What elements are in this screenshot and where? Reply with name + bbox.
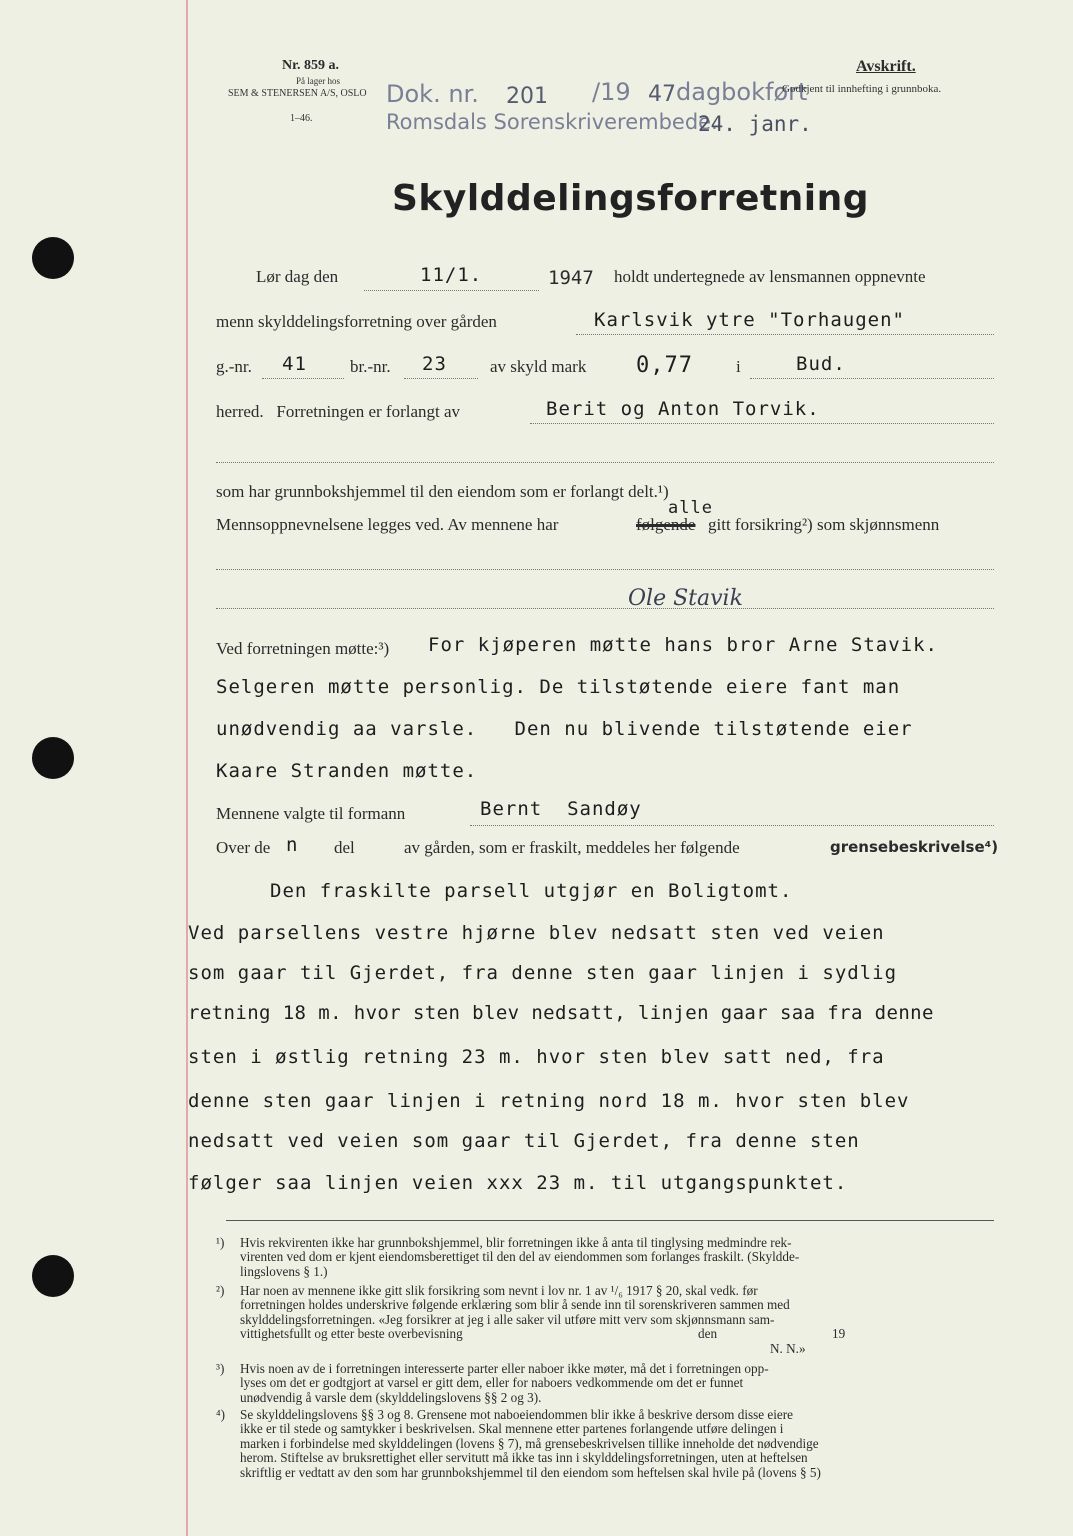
doc-number: 201 (506, 84, 548, 109)
typed-line: Selgeren møtte personlig. De tilstøtende eiere fant man (216, 676, 901, 698)
inserted-alle: alle (668, 498, 713, 518)
dotted-line (470, 825, 994, 826)
form-year: 1947 (548, 267, 594, 289)
hjemmel-line: som har grunnbokshjemmel til den eiendom som er forlangt delt.¹) (216, 482, 669, 501)
avskrift-label: Avskrift. (856, 58, 916, 75)
stamp-court: Romsdals Sorenskriverembede. (386, 110, 718, 134)
dotted-line (216, 608, 994, 609)
description-line: Den fraskilte parsell utgjør en Boligtomt. (270, 880, 793, 902)
gnr-label: g.-nr. (216, 357, 252, 376)
i-label: i (736, 357, 741, 376)
over-suffix: n (286, 834, 299, 856)
form-line1-end: holdt undertegnede av lensmannen oppnevnte (614, 267, 926, 286)
dotted-line (262, 378, 344, 379)
form-line2-label: menn skylddelingsforretning over gården (216, 312, 497, 331)
typed-line: unødvendig aa varsle. Den nu blivende tilstøtende eier (216, 718, 913, 740)
description-line: Ved parsellens vestre hjørne blev nedsatt sten ved veien (188, 922, 885, 944)
form-date: 11/1. (420, 264, 483, 286)
grense-word: grensebeskrivelse (830, 838, 985, 856)
year-suffix: 47 (648, 82, 676, 107)
stamp-year: /19 (592, 78, 631, 106)
forsikring-line: gitt forsikring²) som skjønnsmenn (708, 515, 940, 534)
mennsoppnevnelse-line: Mennsoppnevnelsene legges ved. Av mennene har (216, 515, 559, 534)
footnote-line: skriftlig er vedtatt av den som har grunnbokshjemmel til den eiendom som heftelsen skal hvile på (lovens § 5) (240, 1464, 821, 1480)
description-line: nedsatt ved veien som gaar til Gjerdet, fra denne sten (188, 1130, 860, 1152)
stamp-date: 24. janr. (698, 112, 812, 136)
footnote-rule (226, 1220, 994, 1221)
bnr-value: 23 (422, 353, 447, 375)
description-line: som gaar til Gjerdet, fra denne sten gaar linjen i sydlig (188, 962, 898, 984)
footnote-4 (240, 1408, 821, 1480)
gnr-value: 41 (282, 353, 307, 375)
struck-word: følgende (636, 515, 696, 534)
formann-name: Bernt Sandøy (480, 798, 642, 820)
attended-text: For kjøperen møtte hans bror Arne Stavik. (428, 634, 938, 656)
footnote-line: marken i forbindelse med skylddelingen (lovens § 7), må grensebeskrivelsen tillike inneholde det nødvendige (240, 1435, 819, 1451)
del-label: del (334, 838, 355, 857)
footnote-den: den (698, 1326, 718, 1341)
printer: SEM & STENERSEN A/S, OSLO (228, 88, 367, 99)
skyld-value: 0,77 (636, 353, 693, 378)
dotted-line (576, 334, 994, 335)
form-number: Nr. 859 a. (282, 58, 340, 73)
farm-name: Karlsvik ytre "Torhaugen" (594, 309, 905, 331)
footnote-line: Hvis rekvirenten ikke har grunnbokshjemmel, blir forretningen ikke å anta til tinglysing medmindre rek- (240, 1235, 792, 1250)
footnote-line: lingslovens § 1.) (240, 1263, 328, 1279)
footnote-marker: ³) (216, 1361, 225, 1376)
footnote-marker: ⁴) (216, 1407, 225, 1422)
dotted-line (216, 569, 994, 570)
dotted-line (404, 378, 478, 379)
punch-hole (32, 237, 74, 279)
grense-label (830, 838, 998, 856)
footnote-line: skylddelingsforretningen. «Jeg forsikrer at jeg i alle saker vil utføre mitt verv som skjønnsmann sam- (240, 1311, 775, 1327)
footnote-nn: N. N.» (770, 1341, 806, 1356)
printer-date: 1–46. (290, 113, 313, 124)
margin-line (186, 0, 188, 1536)
place-value: Bud. (796, 353, 846, 375)
skyld-label: av skyld mark (490, 357, 587, 376)
dotted-line (216, 462, 994, 463)
fraskilt-text: av gården, som er fraskilt, meddeles her følgende (404, 838, 740, 857)
footnote-line: lyses om det er godtgjort at varsel er gitt dem, eller for naboers vedkommende om det er funnet (240, 1375, 744, 1391)
on-stock: På lager hos (296, 76, 340, 86)
footnote-19: 19 (832, 1326, 846, 1341)
typed-line: Kaare Stranden møtte. (216, 760, 478, 782)
footnote-line: vittighetsfullt og etter beste overbevisning (240, 1326, 463, 1342)
dotted-line (530, 423, 994, 424)
footnote-line: ikke er til stede og samtykker i beskrivelsen. Skal mennene etter partenes forlangende utføre delingen i (240, 1421, 784, 1437)
punch-hole (32, 737, 74, 779)
description-line: følger saa linjen veien xxx 23 m. til utgangspunktet. (188, 1172, 848, 1194)
page-title: Skylddelingsforretning (392, 178, 870, 219)
footnote-line: forretningen holdes underskrive følgende erklæring som blir å sende inn til sorenskriveren sammen med (240, 1297, 790, 1313)
form-year-prefix (548, 267, 594, 289)
description-line: retning 18 m. hvor sten blev nedsatt, linjen gaar saa fra denne (188, 1002, 934, 1024)
footnote-marker: ²) (216, 1283, 225, 1298)
over-label: Over de (216, 838, 271, 857)
bnr-label: br.-nr. (350, 357, 391, 376)
footnote-3 (240, 1362, 769, 1405)
handwritten-insert: Ole Stavik (628, 586, 743, 611)
requested-by-label: herred. Forretningen er forlangt av (216, 402, 461, 421)
form-day-label: Lør dag den (256, 267, 339, 286)
footnote-1 (240, 1236, 799, 1279)
stamp-dagbok: dagbokført (676, 78, 808, 106)
punch-hole (32, 1255, 74, 1297)
description-line: denne sten gaar linjen i retning nord 18 m. hvor sten blev (188, 1090, 910, 1112)
grense-sup: ⁴) (984, 838, 999, 856)
footnote-marker: ¹) (216, 1235, 225, 1250)
footnote-line: Har noen av mennene ikke gitt slik forsikring som nevnt i lov nr. 1 av ¹/₆ 1917 § 20, skal vedk. før (240, 1283, 758, 1298)
dotted-line (364, 290, 539, 291)
footnote-line: Se skylddelingslovens §§ 3 og 8. Grensene mot naboeiendommen blir ikke å beskrive dersom disse eiere (240, 1407, 794, 1422)
dotted-line (750, 378, 994, 379)
footnote-line: virenten ved dom er kjent eiendomsberettiget til den del av eiendommen som forlanges fraskilt. (Skyldde- (240, 1249, 800, 1265)
attended-label: Ved forretningen møtte:³) (216, 639, 390, 658)
stamp-doc-label: Dok. nr. (386, 80, 479, 108)
footnote-line: Hvis noen av de i forretningen interesserte parter eller naboer ikke møter, må det i forretningen opp- (240, 1361, 769, 1376)
requested-by-names: Berit og Anton Torvik. (546, 398, 820, 420)
footnote-line: unødvendig å varsle dem (skylddelingslovens §§ 2 og 3). (240, 1389, 542, 1405)
footnote-line: herom. Stiftelse av bruksrettighet eller servitutt må ikke tas inn i skylddelingsforretningen, uten at heftelsen (240, 1450, 808, 1466)
godkjent-note: Godkjent til innhefting i grunnboka. (782, 83, 942, 95)
description-line: sten i østlig retning 23 m. hvor sten blev satt ned, fra (188, 1046, 885, 1068)
formann-label: Mennene valgte til formann (216, 804, 406, 823)
